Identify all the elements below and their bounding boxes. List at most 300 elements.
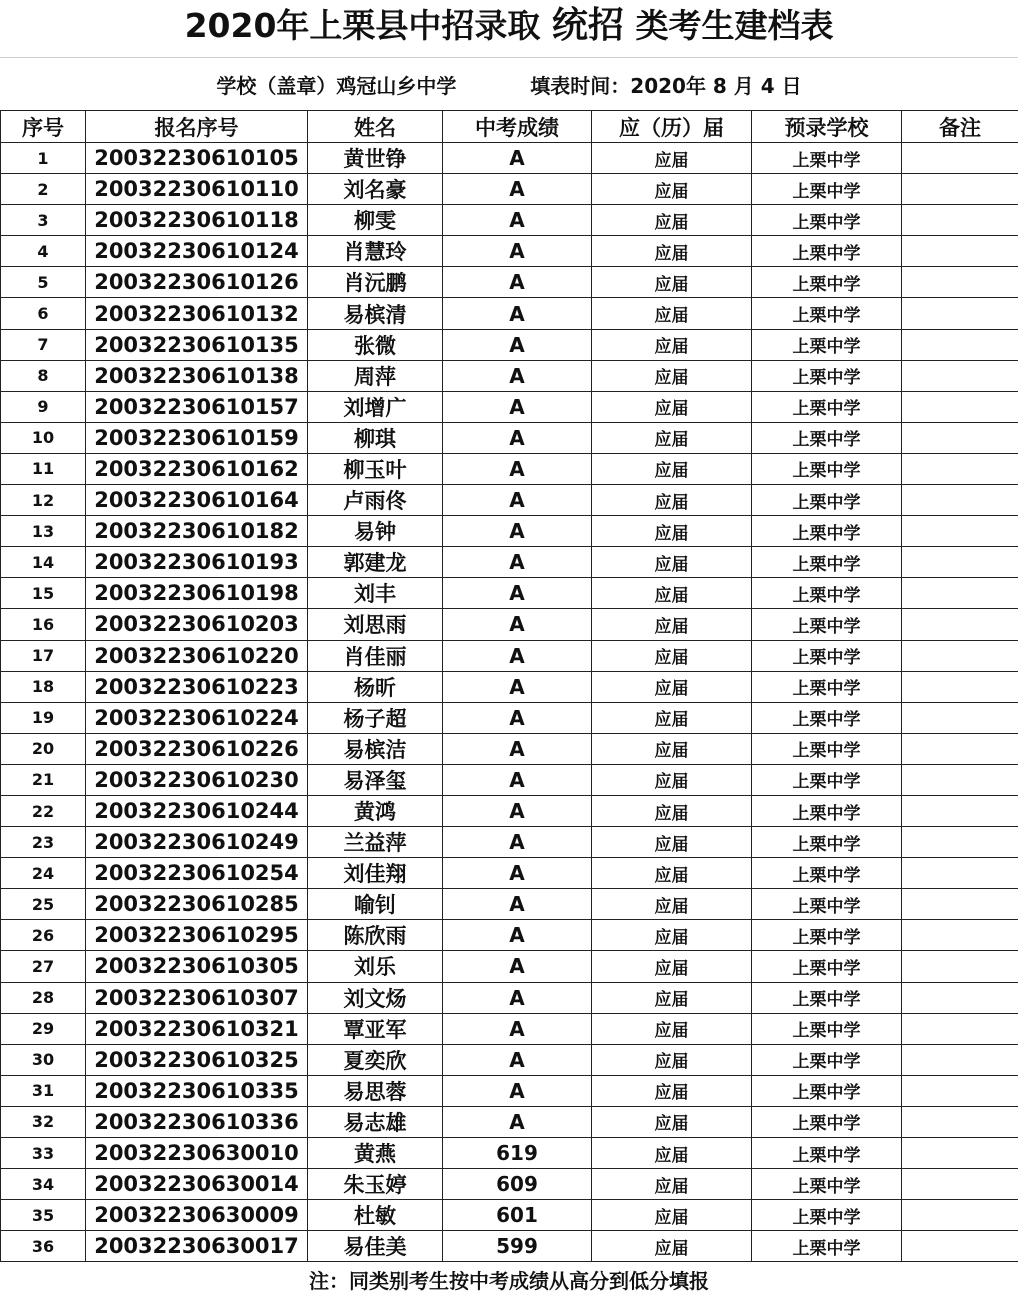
cell-school: 上栗中学 bbox=[752, 422, 902, 453]
table-row bbox=[1, 1106, 1018, 1137]
cell-student-name: 黄燕 bbox=[308, 1138, 443, 1169]
cell-registration-no: 20032230610164 bbox=[86, 485, 308, 516]
cell-status: 应届 bbox=[592, 1013, 752, 1044]
cell-student-name: 杜敏 bbox=[308, 1200, 443, 1231]
cell-registration-no: 20032230610126 bbox=[86, 267, 308, 298]
cell-seq: 23 bbox=[1, 827, 86, 858]
cell-status: 应届 bbox=[592, 1075, 752, 1106]
cell-student-name: 刘思雨 bbox=[308, 609, 443, 640]
cell-student-name: 刘增广 bbox=[308, 391, 443, 422]
table-row bbox=[1, 951, 1018, 982]
cell-score: A bbox=[443, 329, 592, 360]
cell-remarks bbox=[902, 360, 1018, 391]
cell-registration-no: 20032230610335 bbox=[86, 1075, 308, 1106]
cell-remarks bbox=[902, 143, 1018, 174]
col-header-registration: 报名序号 bbox=[86, 111, 308, 143]
cell-student-name: 覃亚军 bbox=[308, 1013, 443, 1044]
cell-remarks bbox=[902, 733, 1018, 764]
table-row bbox=[1, 516, 1018, 547]
cell-seq: 14 bbox=[1, 547, 86, 578]
cell-registration-no: 20032230610135 bbox=[86, 329, 308, 360]
table-row bbox=[1, 143, 1018, 174]
cell-school: 上栗中学 bbox=[752, 1013, 902, 1044]
title-suffix: 类考生建档表 bbox=[635, 6, 834, 45]
cell-student-name: 易佳美 bbox=[308, 1231, 443, 1262]
cell-school: 上栗中学 bbox=[752, 640, 902, 671]
cell-student-name: 卢雨佟 bbox=[308, 485, 443, 516]
cell-remarks bbox=[902, 609, 1018, 640]
cell-status: 应届 bbox=[592, 640, 752, 671]
cell-status: 应届 bbox=[592, 453, 752, 484]
cell-remarks bbox=[902, 858, 1018, 889]
cell-remarks bbox=[902, 702, 1018, 733]
cell-status: 应届 bbox=[592, 485, 752, 516]
cell-school: 上栗中学 bbox=[752, 951, 902, 982]
cell-student-name: 刘佳翔 bbox=[308, 858, 443, 889]
cell-status: 应届 bbox=[592, 329, 752, 360]
cell-school: 上栗中学 bbox=[752, 329, 902, 360]
cell-score: A bbox=[443, 1075, 592, 1106]
cell-registration-no: 20032230610224 bbox=[86, 702, 308, 733]
cell-score: A bbox=[443, 578, 592, 609]
cell-seq: 3 bbox=[1, 205, 86, 236]
cell-school: 上栗中学 bbox=[752, 298, 902, 329]
cell-remarks bbox=[902, 1044, 1018, 1075]
cell-score: A bbox=[443, 733, 592, 764]
cell-school: 上栗中学 bbox=[752, 143, 902, 174]
cell-status: 应届 bbox=[592, 795, 752, 826]
cell-student-name: 柳琪 bbox=[308, 422, 443, 453]
cell-school: 上栗中学 bbox=[752, 1075, 902, 1106]
cell-score: A bbox=[443, 858, 592, 889]
cell-student-name: 陈欣雨 bbox=[308, 920, 443, 951]
table-row bbox=[1, 1075, 1018, 1106]
cell-school: 上栗中学 bbox=[752, 889, 902, 920]
cell-student-name: 易槟洁 bbox=[308, 733, 443, 764]
cell-registration-no: 20032230610336 bbox=[86, 1106, 308, 1137]
cell-school: 上栗中学 bbox=[752, 671, 902, 702]
cell-school: 上栗中学 bbox=[752, 578, 902, 609]
cell-status: 应届 bbox=[592, 827, 752, 858]
table-row bbox=[1, 360, 1018, 391]
table-row bbox=[1, 827, 1018, 858]
cell-school: 上栗中学 bbox=[752, 205, 902, 236]
table-row bbox=[1, 1013, 1018, 1044]
cell-remarks bbox=[902, 951, 1018, 982]
cell-status: 应届 bbox=[592, 1138, 752, 1169]
cell-remarks bbox=[902, 267, 1018, 298]
cell-score: A bbox=[443, 764, 592, 795]
cell-status: 应届 bbox=[592, 298, 752, 329]
cell-registration-no: 20032230610182 bbox=[86, 516, 308, 547]
cell-remarks bbox=[902, 1138, 1018, 1169]
cell-registration-no: 20032230610203 bbox=[86, 609, 308, 640]
cell-seq: 10 bbox=[1, 422, 86, 453]
cell-student-name: 易泽玺 bbox=[308, 764, 443, 795]
cell-status: 应届 bbox=[592, 702, 752, 733]
cell-seq: 9 bbox=[1, 391, 86, 422]
table-row bbox=[1, 174, 1018, 205]
cell-score: A bbox=[443, 889, 592, 920]
cell-school: 上栗中学 bbox=[752, 516, 902, 547]
col-header-name: 姓名 bbox=[308, 111, 443, 143]
cell-seq: 29 bbox=[1, 1013, 86, 1044]
cell-school: 上栗中学 bbox=[752, 1106, 902, 1137]
col-header-score: 中考成绩 bbox=[443, 111, 592, 143]
cell-registration-no: 20032230610157 bbox=[86, 391, 308, 422]
cell-registration-no: 20032230610132 bbox=[86, 298, 308, 329]
cell-status: 应届 bbox=[592, 547, 752, 578]
table-row bbox=[1, 1044, 1018, 1075]
cell-school: 上栗中学 bbox=[752, 795, 902, 826]
cell-score: A bbox=[443, 236, 592, 267]
cell-student-name: 张微 bbox=[308, 329, 443, 360]
cell-remarks bbox=[902, 671, 1018, 702]
cell-score: A bbox=[443, 702, 592, 733]
cell-remarks bbox=[902, 205, 1018, 236]
cell-student-name: 易志雄 bbox=[308, 1106, 443, 1137]
cell-registration-no: 20032230610110 bbox=[86, 174, 308, 205]
cell-seq: 28 bbox=[1, 982, 86, 1013]
cell-registration-no: 20032230610159 bbox=[86, 422, 308, 453]
cell-score: A bbox=[443, 920, 592, 951]
cell-seq: 13 bbox=[1, 516, 86, 547]
cell-remarks bbox=[902, 422, 1018, 453]
cell-remarks bbox=[902, 1231, 1018, 1262]
cell-student-name: 肖沅鹏 bbox=[308, 267, 443, 298]
cell-remarks bbox=[902, 578, 1018, 609]
cell-remarks bbox=[902, 764, 1018, 795]
table-row bbox=[1, 267, 1018, 298]
cell-registration-no: 20032230630009 bbox=[86, 1200, 308, 1231]
cell-status: 应届 bbox=[592, 982, 752, 1013]
cell-status: 应届 bbox=[592, 920, 752, 951]
cell-registration-no: 20032230610249 bbox=[86, 827, 308, 858]
cell-status: 应届 bbox=[592, 889, 752, 920]
cell-score: A bbox=[443, 422, 592, 453]
cell-score: A bbox=[443, 391, 592, 422]
cell-remarks bbox=[902, 236, 1018, 267]
cell-seq: 4 bbox=[1, 236, 86, 267]
cell-remarks bbox=[902, 391, 1018, 422]
cell-status: 应届 bbox=[592, 143, 752, 174]
cell-student-name: 肖佳丽 bbox=[308, 640, 443, 671]
table-row bbox=[1, 795, 1018, 826]
cell-seq: 2 bbox=[1, 174, 86, 205]
cell-seq: 33 bbox=[1, 1138, 86, 1169]
cell-registration-no: 20032230610124 bbox=[86, 236, 308, 267]
cell-school: 上栗中学 bbox=[752, 485, 902, 516]
cell-seq: 22 bbox=[1, 795, 86, 826]
cell-status: 应届 bbox=[592, 267, 752, 298]
cell-remarks bbox=[902, 174, 1018, 205]
cell-score: A bbox=[443, 1044, 592, 1075]
cell-score: A bbox=[443, 795, 592, 826]
cell-registration-no: 20032230610223 bbox=[86, 671, 308, 702]
cell-registration-no: 20032230610307 bbox=[86, 982, 308, 1013]
cell-status: 应届 bbox=[592, 1044, 752, 1075]
cell-school: 上栗中学 bbox=[752, 858, 902, 889]
cell-seq: 19 bbox=[1, 702, 86, 733]
cell-remarks bbox=[902, 982, 1018, 1013]
table-row bbox=[1, 578, 1018, 609]
cell-student-name: 兰益萍 bbox=[308, 827, 443, 858]
cell-score: A bbox=[443, 143, 592, 174]
cell-seq: 24 bbox=[1, 858, 86, 889]
cell-status: 应届 bbox=[592, 516, 752, 547]
cell-registration-no: 20032230610285 bbox=[86, 889, 308, 920]
cell-status: 应届 bbox=[592, 174, 752, 205]
cell-status: 应届 bbox=[592, 236, 752, 267]
table-row bbox=[1, 205, 1018, 236]
cell-registration-no: 20032230610193 bbox=[86, 547, 308, 578]
table-row bbox=[1, 485, 1018, 516]
cell-status: 应届 bbox=[592, 1200, 752, 1231]
title-category: 统招 bbox=[551, 5, 624, 46]
cell-seq: 12 bbox=[1, 485, 86, 516]
cell-remarks bbox=[902, 640, 1018, 671]
table-row bbox=[1, 1169, 1018, 1200]
cell-student-name: 杨昕 bbox=[308, 671, 443, 702]
table-row bbox=[1, 609, 1018, 640]
cell-registration-no: 20032230630010 bbox=[86, 1138, 308, 1169]
cell-student-name: 柳雯 bbox=[308, 205, 443, 236]
cell-remarks bbox=[902, 889, 1018, 920]
cell-student-name: 刘丰 bbox=[308, 578, 443, 609]
cell-school: 上栗中学 bbox=[752, 1138, 902, 1169]
cell-score: A bbox=[443, 267, 592, 298]
title-prefix: 2020年上栗县中招录取 bbox=[184, 6, 541, 45]
cell-score: A bbox=[443, 1106, 592, 1137]
table-row bbox=[1, 702, 1018, 733]
cell-registration-no: 20032230630017 bbox=[86, 1231, 308, 1262]
cell-seq: 21 bbox=[1, 764, 86, 795]
table-row bbox=[1, 1200, 1018, 1231]
table-row bbox=[1, 889, 1018, 920]
cell-student-name: 黄世铮 bbox=[308, 143, 443, 174]
cell-remarks bbox=[902, 795, 1018, 826]
cell-registration-no: 20032230610138 bbox=[86, 360, 308, 391]
cell-student-name: 刘乐 bbox=[308, 951, 443, 982]
table-row bbox=[1, 1231, 1018, 1262]
cell-status: 应届 bbox=[592, 1231, 752, 1262]
cell-school: 上栗中学 bbox=[752, 267, 902, 298]
cell-school: 上栗中学 bbox=[752, 733, 902, 764]
cell-status: 应届 bbox=[592, 764, 752, 795]
cell-score: A bbox=[443, 174, 592, 205]
cell-student-name: 夏奕欣 bbox=[308, 1044, 443, 1075]
cell-remarks bbox=[902, 547, 1018, 578]
cell-score: A bbox=[443, 485, 592, 516]
cell-registration-no: 20032230610118 bbox=[86, 205, 308, 236]
cell-score: A bbox=[443, 640, 592, 671]
cell-remarks bbox=[902, 1013, 1018, 1044]
cell-seq: 25 bbox=[1, 889, 86, 920]
cell-status: 应届 bbox=[592, 422, 752, 453]
cell-seq: 7 bbox=[1, 329, 86, 360]
cell-registration-no: 20032230610230 bbox=[86, 764, 308, 795]
table-row bbox=[1, 236, 1018, 267]
cell-seq: 36 bbox=[1, 1231, 86, 1262]
table-row bbox=[1, 671, 1018, 702]
cell-remarks bbox=[902, 516, 1018, 547]
cell-registration-no: 20032230610198 bbox=[86, 578, 308, 609]
cell-student-name: 郭建龙 bbox=[308, 547, 443, 578]
cell-school: 上栗中学 bbox=[752, 764, 902, 795]
cell-seq: 35 bbox=[1, 1200, 86, 1231]
cell-registration-no: 20032230610295 bbox=[86, 920, 308, 951]
cell-seq: 30 bbox=[1, 1044, 86, 1075]
cell-registration-no: 20032230610162 bbox=[86, 453, 308, 484]
cell-status: 应届 bbox=[592, 360, 752, 391]
table-row bbox=[1, 547, 1018, 578]
cell-remarks bbox=[902, 453, 1018, 484]
cell-score: A bbox=[443, 547, 592, 578]
cell-score: A bbox=[443, 298, 592, 329]
cell-status: 应届 bbox=[592, 609, 752, 640]
cell-student-name: 杨子超 bbox=[308, 702, 443, 733]
cell-remarks bbox=[902, 827, 1018, 858]
cell-seq: 11 bbox=[1, 453, 86, 484]
table-row bbox=[1, 1138, 1018, 1169]
cell-remarks bbox=[902, 1200, 1018, 1231]
col-header-status: 应（历）届 bbox=[592, 111, 752, 143]
cell-school: 上栗中学 bbox=[752, 920, 902, 951]
title-divider bbox=[0, 57, 1018, 58]
cell-score: A bbox=[443, 1013, 592, 1044]
table-row bbox=[1, 733, 1018, 764]
cell-seq: 34 bbox=[1, 1169, 86, 1200]
table-row bbox=[1, 920, 1018, 951]
cell-school: 上栗中学 bbox=[752, 391, 902, 422]
form-header bbox=[0, 68, 1018, 104]
cell-score: A bbox=[443, 671, 592, 702]
cell-registration-no: 20032230630014 bbox=[86, 1169, 308, 1200]
cell-remarks bbox=[902, 329, 1018, 360]
cell-registration-no: 20032230610321 bbox=[86, 1013, 308, 1044]
cell-student-name: 喻钊 bbox=[308, 889, 443, 920]
cell-score: A bbox=[443, 827, 592, 858]
cell-seq: 6 bbox=[1, 298, 86, 329]
enrollment-table bbox=[0, 110, 1018, 1262]
cell-seq: 8 bbox=[1, 360, 86, 391]
cell-score: A bbox=[443, 951, 592, 982]
col-header-seq: 序号 bbox=[1, 111, 86, 143]
cell-score: 609 bbox=[443, 1169, 592, 1200]
table-row bbox=[1, 298, 1018, 329]
cell-student-name: 易槟清 bbox=[308, 298, 443, 329]
cell-remarks bbox=[902, 298, 1018, 329]
table-header-row bbox=[1, 111, 1018, 143]
cell-score: A bbox=[443, 453, 592, 484]
cell-school: 上栗中学 bbox=[752, 1044, 902, 1075]
cell-student-name: 肖慧玲 bbox=[308, 236, 443, 267]
table-row bbox=[1, 391, 1018, 422]
cell-remarks bbox=[902, 1075, 1018, 1106]
cell-remarks bbox=[902, 1169, 1018, 1200]
cell-registration-no: 20032230610220 bbox=[86, 640, 308, 671]
page-title bbox=[0, 0, 1018, 52]
cell-score: 601 bbox=[443, 1200, 592, 1231]
cell-status: 应届 bbox=[592, 733, 752, 764]
cell-student-name: 刘名豪 bbox=[308, 174, 443, 205]
cell-student-name: 黄鸿 bbox=[308, 795, 443, 826]
cell-registration-no: 20032230610244 bbox=[86, 795, 308, 826]
cell-seq: 18 bbox=[1, 671, 86, 702]
cell-school: 上栗中学 bbox=[752, 702, 902, 733]
table-row bbox=[1, 453, 1018, 484]
cell-seq: 31 bbox=[1, 1075, 86, 1106]
table-row bbox=[1, 858, 1018, 889]
cell-seq: 16 bbox=[1, 609, 86, 640]
cell-student-name: 周萍 bbox=[308, 360, 443, 391]
school-label: 学校（盖章）鸡冠山乡中学 bbox=[216, 74, 457, 98]
cell-score: A bbox=[443, 609, 592, 640]
cell-seq: 32 bbox=[1, 1106, 86, 1137]
cell-score: A bbox=[443, 982, 592, 1013]
cell-seq: 27 bbox=[1, 951, 86, 982]
cell-student-name: 柳玉叶 bbox=[308, 453, 443, 484]
cell-registration-no: 20032230610105 bbox=[86, 143, 308, 174]
cell-status: 应届 bbox=[592, 391, 752, 422]
table-row bbox=[1, 982, 1018, 1013]
table-row bbox=[1, 640, 1018, 671]
cell-school: 上栗中学 bbox=[752, 609, 902, 640]
cell-school: 上栗中学 bbox=[752, 174, 902, 205]
table-row bbox=[1, 329, 1018, 360]
table-body bbox=[1, 143, 1018, 1262]
cell-seq: 20 bbox=[1, 733, 86, 764]
cell-registration-no: 20032230610254 bbox=[86, 858, 308, 889]
cell-student-name: 易钟 bbox=[308, 516, 443, 547]
table-row bbox=[1, 422, 1018, 453]
cell-status: 应届 bbox=[592, 671, 752, 702]
cell-student-name: 易思蓉 bbox=[308, 1075, 443, 1106]
footnote: 注：同类别考生按中考成绩从高分到低分填报 bbox=[309, 1269, 709, 1291]
fill-date-label: 填表时间：2020年 8 月 4 日 bbox=[530, 74, 802, 98]
cell-school: 上栗中学 bbox=[752, 982, 902, 1013]
table-row bbox=[1, 764, 1018, 795]
cell-school: 上栗中学 bbox=[752, 1169, 902, 1200]
cell-school: 上栗中学 bbox=[752, 547, 902, 578]
cell-remarks bbox=[902, 920, 1018, 951]
cell-school: 上栗中学 bbox=[752, 360, 902, 391]
cell-score: A bbox=[443, 205, 592, 236]
cell-status: 应届 bbox=[592, 858, 752, 889]
cell-seq: 1 bbox=[1, 143, 86, 174]
cell-score: 619 bbox=[443, 1138, 592, 1169]
cell-score: A bbox=[443, 360, 592, 391]
col-header-remarks: 备注 bbox=[902, 111, 1018, 143]
cell-school: 上栗中学 bbox=[752, 453, 902, 484]
cell-student-name: 朱玉婷 bbox=[308, 1169, 443, 1200]
cell-school: 上栗中学 bbox=[752, 1231, 902, 1262]
cell-seq: 5 bbox=[1, 267, 86, 298]
cell-remarks bbox=[902, 1106, 1018, 1137]
cell-status: 应届 bbox=[592, 1169, 752, 1200]
cell-school: 上栗中学 bbox=[752, 1200, 902, 1231]
cell-status: 应届 bbox=[592, 1106, 752, 1137]
cell-registration-no: 20032230610325 bbox=[86, 1044, 308, 1075]
cell-status: 应届 bbox=[592, 205, 752, 236]
cell-registration-no: 20032230610305 bbox=[86, 951, 308, 982]
cell-seq: 15 bbox=[1, 578, 86, 609]
cell-seq: 17 bbox=[1, 640, 86, 671]
cell-school: 上栗中学 bbox=[752, 236, 902, 267]
cell-registration-no: 20032230610226 bbox=[86, 733, 308, 764]
cell-school: 上栗中学 bbox=[752, 827, 902, 858]
cell-status: 应届 bbox=[592, 951, 752, 982]
